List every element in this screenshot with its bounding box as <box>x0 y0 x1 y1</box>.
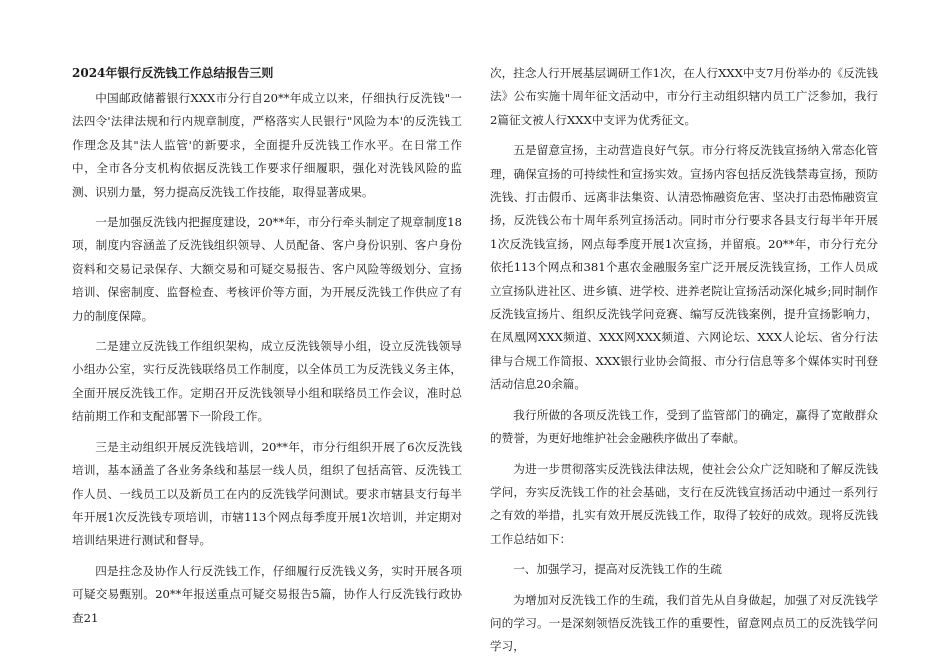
document-title: 2024年银行反洗钱工作总结报告三则 <box>72 66 274 80</box>
section-heading: 一、加强学习，提高对反洗钱工作的生疏 <box>513 562 722 577</box>
paragraph: 一是加强反洗钱内把握度建设，20**年，市分行牵头制定了规章制度18项，制度内容涵盖了反洗钱组织领导、人员配备、客户身份识别、客户身份资料和交易记录保存、大额交易和可疑交易报告、客户风险等级划分、宣扬培训、保密制度、监督检查、考核评价等方面，为开展反洗钱工作供应了有力的制度保障。 <box>72 215 462 323</box>
paragraph: 为进一步贯彻落实反洗钱法律法规，使社会公众广泛知晓和了解反洗钱学问，夯实反洗钱工作的社会基础，支行在反洗钱宣扬活动中通过一系列行之有效的举措，扎实有效开展反洗钱工作，取得了较好的成效。现将反洗钱工作总结如下： <box>490 461 878 546</box>
right-column <box>490 62 878 666</box>
paragraph: 为增加对反洗钱工作的生疏，我们首先从自身做起，加强了对反洗钱学问的学习。一是深刻领悟反洗钱工作的重要性，留意网点员工的反洗钱学问学习， <box>490 592 878 654</box>
paragraph: 五是留意宣扬，主动营造良好气氛。市分行将反洗钱宣扬纳入常态化管理，确保宣扬的可持续性和宣扬实效。宣扬内容包括反洗钱禁毒宣扬，预防洗钱、打击假币、远离非法集资、认清恐怖融资危害、坚决打击恐怖融资宣扬，反洗钱公布十周年系列宣扬活动。同时市分行要求各县支行每半年开展1次反洗钱宣扬，网点每季度开展1次宣扬，并留痕。20**年，市分行充分依托113个网点和381个惠农金融服务室广泛开展反洗钱宣扬，工作人员成立宣扬队进社区、进乡镇、进学校、进养老院让宣扬活动深化城乡;同时制作反洗钱宣扬片、组织反洗钱学问竞赛、编写反洗钱案例，提升宣扬影响力，在凤凰网XXX频道、XXX网XXX频道、六网论坛、XXX人论坛、省分行法律与合规工作简报、XXX银行业协会简报、市分行信息等多个媒体实时刊登活动信息20余篇。 <box>490 143 878 392</box>
paragraph: 四是拄念及协作人行反洗钱工作，仔细履行反洗钱义务，实时开展各项可疑交易甄别。20**年报送重点可疑交易报告5篇，协作人行反洗钱行政协查21 <box>72 563 462 625</box>
paragraph: 中国邮政储蓄银行XXX市分行自20**年成立以来，仔细执行反洗钱"一法四令'法律法规和行内规章制度，严格落实人民银行"风险为本'的反洗钱工作理念及其"法人监管'的新要求，全面提升反洗钱工作水平。在日常工作中，全市各分支机构依据反洗钱工作要求仔细履职，强化对洗钱风险的监测、识别力量，努力提高反洗钱工作技能，取得显著成果。 <box>72 91 462 199</box>
paragraph: 二是建立反洗钱工作组织架构，成立反洗钱领导小组，设立反洗钱领导小组办公室，实行反洗钱联络员工作制度，以全体员工为反洗钱义务主体，全面开展反洗钱工作。定期召开反洗钱领导小组和联络员工作会议，准时总结前期工作和支配部署下一阶段工作。 <box>72 339 462 424</box>
paragraph: 我行所做的各项反洗钱工作，受到了监管部门的确定，赢得了宽敞群众的赞誉，为更好地维护社会金融秩序做出了奉献。 <box>490 407 878 446</box>
left-column <box>72 62 462 637</box>
paragraph-continuation: 次，拄念人行开展基层调研工作1次，在人行XXX中支7月份举办的《反洗钱法》公布实施十周年征文活动中，市分行主动组织辖内员工广泛参加，我行2篇征文被人行XXX中支评为优秀征文。 <box>490 66 878 127</box>
paragraph: 三是主动组织开展反洗钱培训，20**年，市分行组织开展了6次反洗钱培训，基本涵盖了各业务条线和基层一线人员，组织了包括高管、反洗钱工作人员、一线员工以及新员工在内的反洗钱学问测试。要求市辖县支行每半年开展1次反洗钱专项培训，市辖113个网点每季度开展1次培训，并定期对培训结果进行测试和督导。 <box>72 439 462 548</box>
